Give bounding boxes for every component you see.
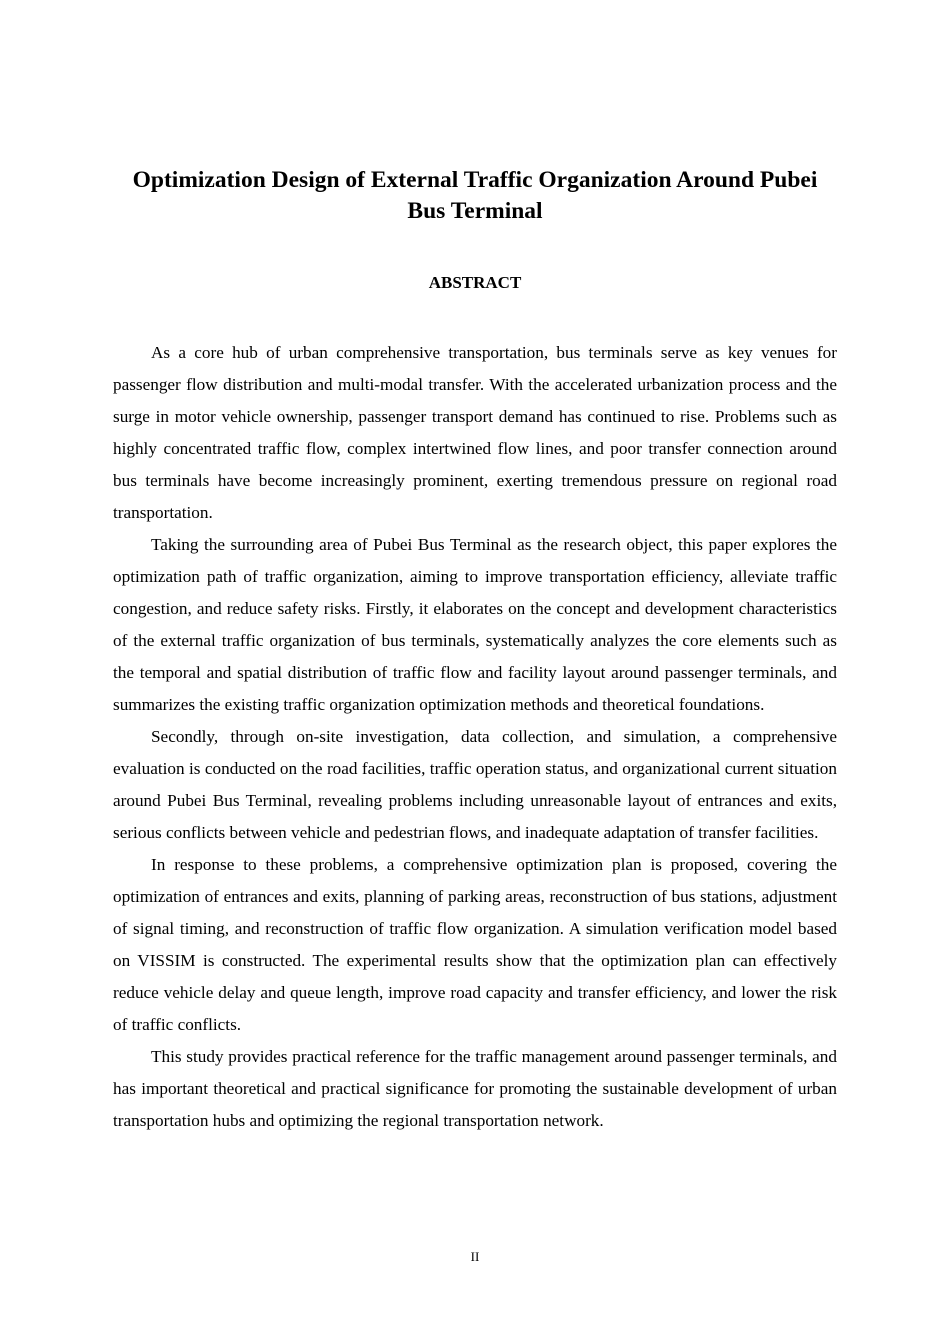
abstract-paragraph-2: Taking the surrounding area of Pubei Bus Terminal as the research object, this paper explores the optimization path of traffic organization, aiming to improve transportation efficiency, alleviate traffic congestion, and reduce safety risks. Firstly, it elaborates on the concept and development characteristics of the external traffic organization of bus terminals, systematically analyzes the core elements such as the temporal and spatial distribution of traffic flow and facility layout around passenger terminals, and summarizes the existing traffic organization optimization methods and theoretical foundations. bbox=[113, 535, 837, 714]
abstract-paragraph-5: This study provides practical reference for the traffic management around passenger terminals, and has important theoretical and practical significance for promoting the sustainable development of urban transportation hubs and optimizing the regional transportation network. bbox=[113, 1047, 837, 1130]
abstract-heading: ABSTRACT bbox=[428, 273, 522, 292]
page-number: II bbox=[470, 1249, 480, 1264]
abstract-body bbox=[113, 337, 837, 1137]
abstract-paragraph-4: In response to these problems, a comprehensive optimization plan is proposed, covering the optimization of entrances and exits, planning of parking areas, reconstruction of bus stations, adjustment of signal timing, and reconstruction of traffic flow organization. A simulation verification model based on VISSIM is constructed. The experimental results show that the optimization plan can effectively reduce vehicle delay and queue length, improve road capacity and transfer efficiency, and lower the risk of traffic conflicts. bbox=[113, 855, 837, 1034]
abstract-paragraph-1: As a core hub of urban comprehensive transportation, bus terminals serve as key venues for passenger flow distribution and multi-modal transfer. With the accelerated urbanization process and the surge in motor vehicle ownership, passenger transport demand has continued to rise. Problems such as highly concentrated traffic flow, complex intertwined flow lines, and poor transfer connection around bus terminals have become increasingly prominent, exerting tremendous pressure on regional road transportation. bbox=[113, 343, 837, 522]
abstract-paragraph-3: Secondly, through on-site investigation, data collection, and simulation, a comprehensive evaluation is conducted on the road facilities, traffic operation status, and organizational current situation around Pubei Bus Terminal, revealing problems including unreasonable layout of entrances and exits, serious conflicts between vehicle and pedestrian flows, and inadequate adaptation of transfer facilities. bbox=[113, 727, 837, 842]
paper-title: Optimization Design of External Traffic Organization Around Pubei Bus Terminal bbox=[132, 167, 818, 224]
